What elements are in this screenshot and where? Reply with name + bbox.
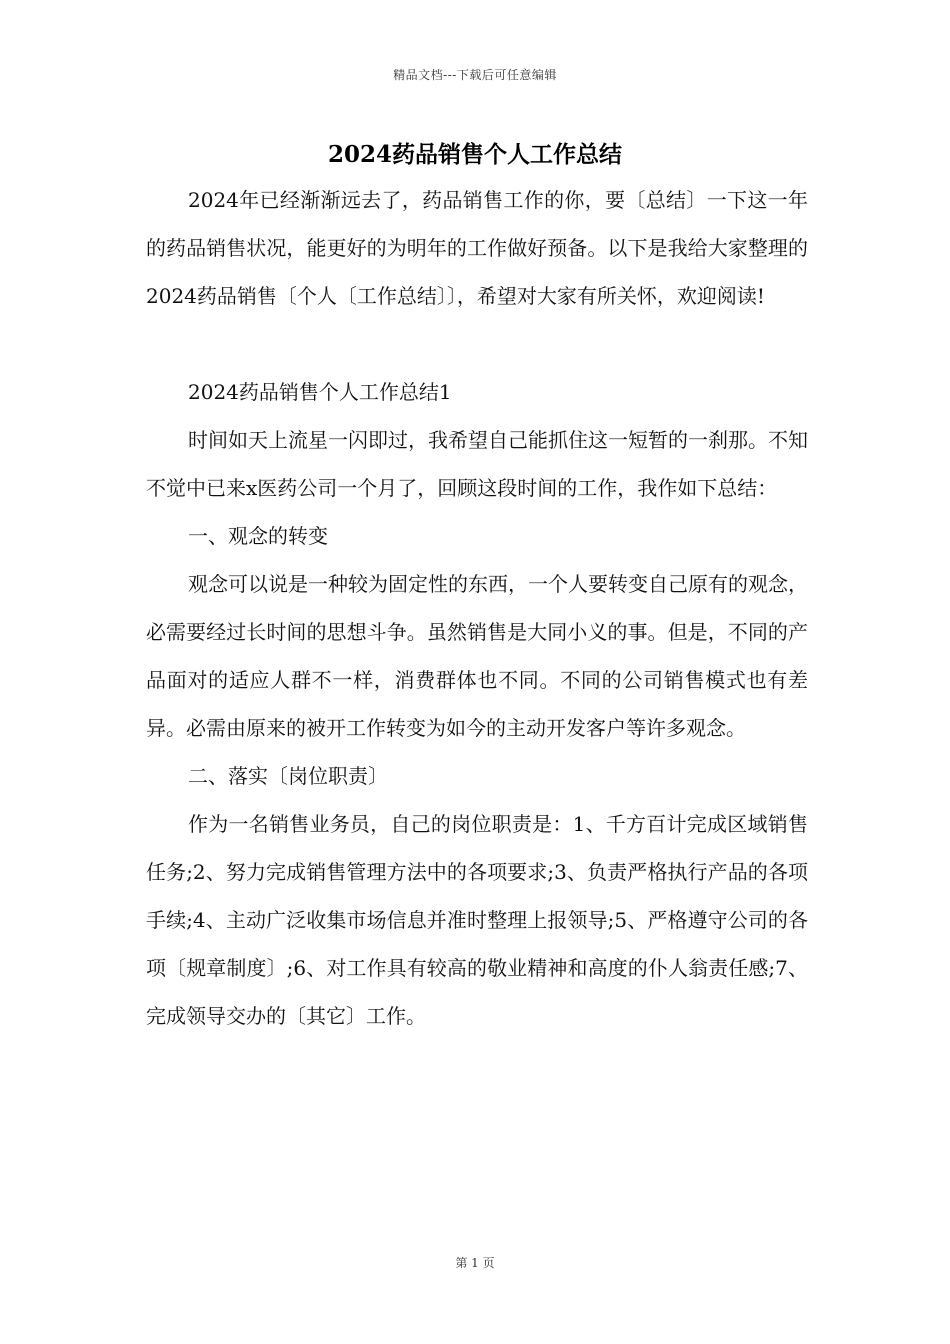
paragraph-3: 作为一名销售业务员，自己的岗位职责是：1、千方百计完成区域销售任务;2、努力完成销售管理方法中的各项要求;3、负责严格执行产品的各项手续;4、主动广泛收集市场信息并准时整理上报领导;5、严格遵守公司的各项〔规章制度〕;6、对工作具有较高的敬业精神和高度的仆人翁责任感;7、完成领导交办的〔其它〕工作。 [146, 812, 808, 1028]
page-footer: 第 1 页 [455, 1256, 495, 1270]
intro-paragraph: 2024年已经渐渐远去了，药品销售工作的你，要〔总结〕一下这一年的药品销售状况，能更好的为明年的工作做好预备。以下是我给大家整理的2024药品销售〔个人〔工作总结〕〕，希望对大家有所关怀，欢迎阅读! [146, 188, 808, 308]
heading-2: 二、落实〔岗位职责〕 [188, 764, 388, 788]
page-header: 精品文档---下载后可任意编辑 [393, 68, 557, 82]
section-title: 2024药品销售个人工作总结1 [188, 380, 452, 404]
document-body [146, 176, 808, 1040]
blank-line [146, 320, 808, 368]
paragraph-1: 时间如天上流星一闪即过，我希望自己能抓住这一短暂的一刹那。不知不觉中已来x医药公司一个月了，回顾这段时间的工作，我作如下总结： [146, 428, 808, 500]
heading-1: 一、观念的转变 [188, 524, 328, 548]
document-title: 2024药品销售个人工作总结 [327, 141, 622, 168]
paragraph-2: 观念可以说是一种较为固定性的东西，一个人要转变自己原有的观念，必需要经过长时间的思想斗争。虽然销售是大同小义的事。但是，不同的产品面对的适应人群不一样，消费群体也不同。不同的公司销售模式也有差异。必需由原来的被开工作转变为如今的主动开发客户等许多观念。 [146, 572, 808, 740]
